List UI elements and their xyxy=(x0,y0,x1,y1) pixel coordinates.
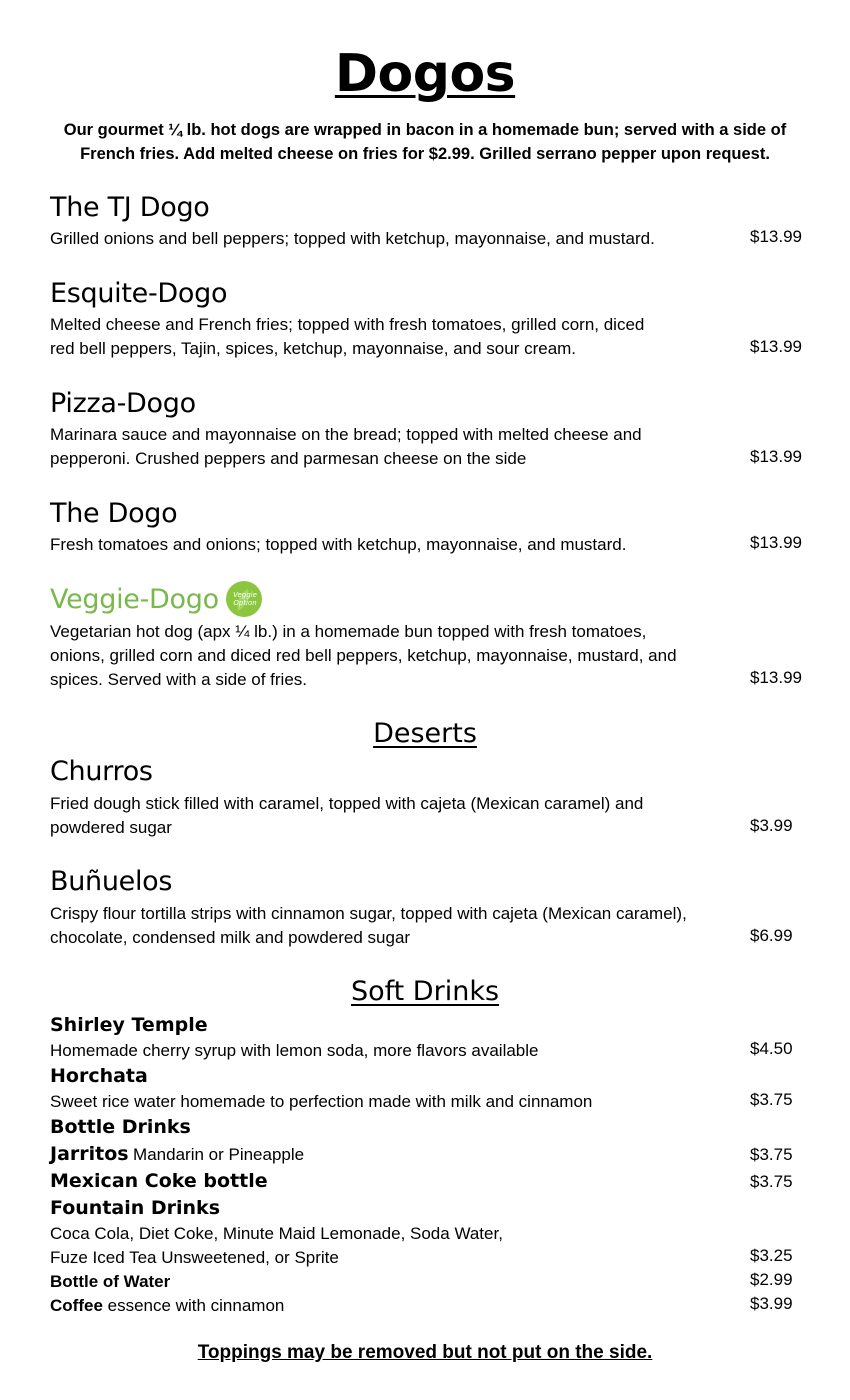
footer-note: Toppings may be removed but not put on the side. xyxy=(197,1342,653,1363)
item-desc-tj-dogo: Grilled onions and bell peppers; topped with ketchup, mayonnaise, and mustard. xyxy=(50,229,655,248)
item-name-pizza-dogo: Pizza-Dogo xyxy=(50,388,196,419)
drink-name-coffee: Coffee xyxy=(50,1296,103,1315)
intro-line-1: Our gourmet ¼ lb. hot dogs are wrapped in bacon in a homemade bun; served with a side of xyxy=(63,121,787,139)
item-price-bunuelos: $6.99 xyxy=(750,926,793,945)
section-heading-soft-drinks: Soft Drinks xyxy=(350,976,500,1007)
drink-heading-bottle-drinks: Bottle Drinks xyxy=(50,1116,191,1138)
drink-row-coffee xyxy=(50,1294,284,1318)
drink-row-jarritos xyxy=(50,1143,304,1167)
drink-name-jarritos: Jarritos xyxy=(50,1143,129,1165)
drink-desc-fountain-2: Fuze Iced Tea Unsweetened, or Sprite xyxy=(50,1248,339,1267)
veggie-option-icon xyxy=(226,581,262,617)
item-desc-veggie-dogo-3: spices. Served with a side of fries. xyxy=(50,670,308,689)
item-price-tj-dogo: $13.99 xyxy=(750,227,802,246)
item-desc-bunuelos-2: chocolate, condensed milk and powdered sugar xyxy=(50,928,411,947)
drink-price-coffee: $3.99 xyxy=(750,1294,793,1313)
drink-price-fountain: $3.25 xyxy=(750,1246,793,1265)
item-price-pizza-dogo: $13.99 xyxy=(750,447,802,466)
drink-price-bottle-of-water: $2.99 xyxy=(750,1270,793,1289)
section-heading-deserts: Deserts xyxy=(373,718,477,749)
item-desc-esquite-dogo-1: Melted cheese and French fries; topped with fresh tomatoes, grilled corn, diced xyxy=(50,315,645,334)
page-title: Dogos xyxy=(334,44,516,104)
drink-desc-jarritos: Mandarin or Pineapple xyxy=(133,1145,305,1164)
item-price-churros: $3.99 xyxy=(750,816,793,835)
veggie-badge-text-1: Veggie xyxy=(233,591,257,599)
item-name-bunuelos: Buñuelos xyxy=(50,866,173,897)
drink-name-horchata: Horchata xyxy=(50,1065,148,1087)
drink-price-shirley-temple: $4.50 xyxy=(750,1039,793,1058)
item-name-esquite-dogo: Esquite-Dogo xyxy=(50,278,228,309)
item-name-churros: Churros xyxy=(50,756,153,787)
drink-desc-horchata: Sweet rice water homemade to perfection made with milk and cinnamon xyxy=(50,1092,593,1111)
item-desc-pizza-dogo-1: Marinara sauce and mayonnaise on the bread; topped with melted cheese and xyxy=(50,425,642,444)
item-desc-churros-2: powdered sugar xyxy=(50,818,172,837)
drink-desc-fountain-1: Coca Cola, Diet Coke, Minute Maid Lemonade, Soda Water, xyxy=(50,1224,503,1243)
item-desc-veggie-dogo-2: onions, grilled corn and diced red bell peppers, ketchup, mayonnaise, mustard, and xyxy=(50,646,677,665)
drink-price-horchata: $3.75 xyxy=(750,1090,793,1109)
item-desc-pizza-dogo-2: pepperoni. Crushed peppers and parmesan cheese on the side xyxy=(50,449,527,468)
drink-price-mexican-coke: $3.75 xyxy=(750,1172,793,1191)
drink-heading-fountain-drinks: Fountain Drinks xyxy=(50,1197,220,1219)
item-price-veggie-dogo: $13.99 xyxy=(750,668,802,687)
drink-name-shirley-temple: Shirley Temple xyxy=(50,1014,208,1036)
veggie-badge-text-2: Option xyxy=(233,599,257,607)
drink-name-bottle-of-water: Bottle of Water xyxy=(50,1272,171,1291)
item-name-the-dogo: The Dogo xyxy=(50,498,178,529)
intro-line-2: French fries. Add melted cheese on fries for $2.99. Grilled serrano pepper upon request. xyxy=(80,145,770,163)
item-desc-bunuelos-1: Crispy flour tortilla strips with cinnamon sugar, topped with cajeta (Mexican caramel), xyxy=(50,904,687,923)
item-desc-veggie-dogo-1: Vegetarian hot dog (apx ¼ lb.) in a homemade bun topped with fresh tomatoes, xyxy=(50,622,647,641)
item-desc-esquite-dogo-2: red bell peppers, Tajin, spices, ketchup, mayonnaise, and sour cream. xyxy=(50,339,577,358)
item-name-veggie-dogo: Veggie-Dogo xyxy=(50,584,219,615)
item-price-the-dogo: $13.99 xyxy=(750,533,802,552)
drink-desc-shirley-temple: Homemade cherry syrup with lemon soda, more flavors available xyxy=(50,1041,539,1060)
drink-name-mexican-coke: Mexican Coke bottle xyxy=(50,1170,268,1192)
item-desc-the-dogo: Fresh tomatoes and onions; topped with ketchup, mayonnaise, and mustard. xyxy=(50,535,627,554)
item-price-esquite-dogo: $13.99 xyxy=(750,337,802,356)
drink-desc-coffee: essence with cinnamon xyxy=(107,1296,285,1315)
item-name-tj-dogo: The TJ Dogo xyxy=(50,192,210,223)
drink-price-jarritos: $3.75 xyxy=(750,1145,793,1164)
item-desc-churros-1: Fried dough stick filled with caramel, topped with cajeta (Mexican caramel) and xyxy=(50,794,644,813)
